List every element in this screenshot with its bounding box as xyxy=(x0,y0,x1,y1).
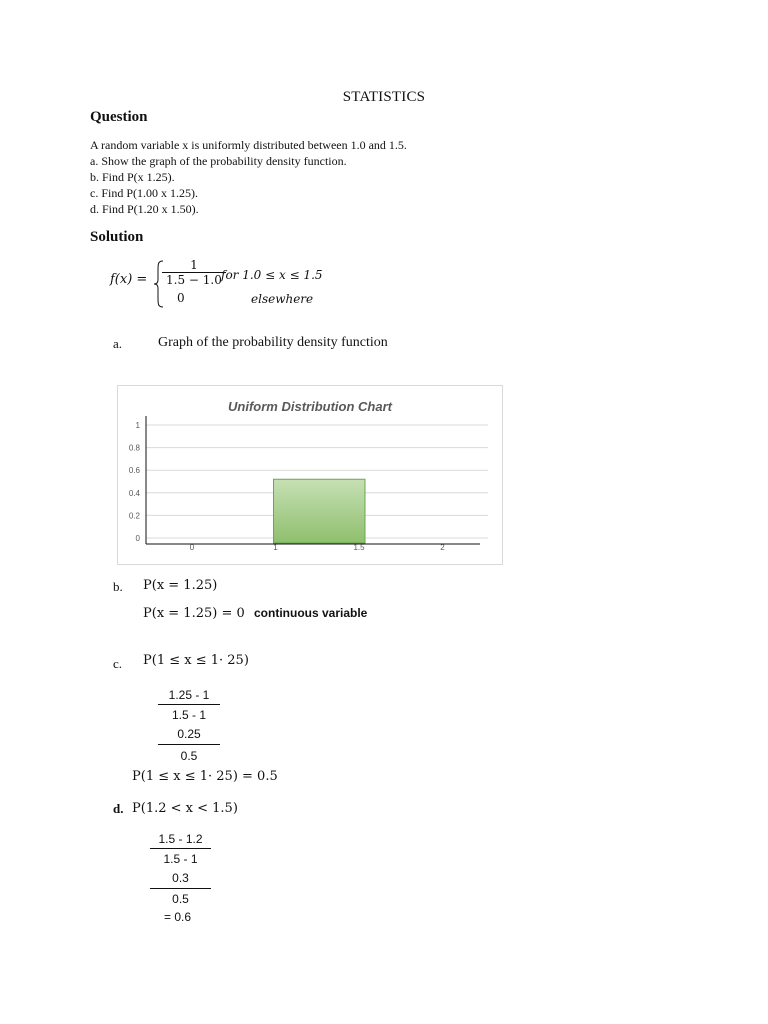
part-b-line-1: P(x = 1.25) xyxy=(143,578,218,593)
chart-canvas xyxy=(118,386,502,564)
pdf-condition-2: elsewhere xyxy=(251,292,314,306)
x-tick-label: 1 xyxy=(273,543,278,552)
chart-title: Uniform Distribution Chart xyxy=(228,399,392,414)
y-tick-label: 0.8 xyxy=(128,443,140,453)
part-c-calculation xyxy=(158,686,220,767)
solution-heading: Solution xyxy=(90,229,144,245)
question-line: a. Show the graph of the probability density function. xyxy=(90,154,347,168)
pdf-fraction-denominator: 1.5 − 1.0 xyxy=(162,272,226,287)
question-line: A random variable x is uniformly distributed between 1.0 and 1.5. xyxy=(90,138,407,152)
pdf-fraction xyxy=(162,258,226,287)
part-d-result: = 0.6 xyxy=(164,910,192,924)
y-tick-label: 0.2 xyxy=(128,511,140,521)
part-c-heading: P(1 ≤ x ≤ 1· 25) xyxy=(143,653,249,668)
part-d-numerator-2: 0.3 xyxy=(172,871,189,885)
question-line: b. Find P(x 1.25). xyxy=(90,170,175,184)
part-d-denominator-1: 1.5 - 1 xyxy=(150,848,211,869)
part-c-numerator-1: 1.25 - 1 xyxy=(168,688,210,702)
x-tick-label: 2 xyxy=(440,543,445,552)
pdf-condition-1: for 1.0 ≤ x ≤ 1.5 xyxy=(221,268,323,282)
x-tick-label: 0 xyxy=(189,543,195,552)
part-d-denominator-2: 0.5 xyxy=(150,888,211,909)
x-tick-label: 1.5 xyxy=(353,543,365,552)
part-a-label: a. xyxy=(113,336,123,351)
y-tick-label: 0 xyxy=(135,534,140,543)
document-title: STATISTICS xyxy=(342,89,426,105)
question-text xyxy=(90,137,407,217)
part-c-label: c. xyxy=(113,656,123,671)
question-line: d. Find P(1.20 x 1.50). xyxy=(90,202,199,216)
part-b-line-2: P(x = 1.25) = 0 xyxy=(143,606,245,621)
pdf-lhs: f(x) = xyxy=(110,272,148,287)
part-b-label: b. xyxy=(113,579,123,594)
part-d-calculation xyxy=(150,830,211,909)
y-tick-label: 0.6 xyxy=(128,466,140,476)
part-d-label: d. xyxy=(113,801,124,816)
part-d-numerator-1: 1.5 - 1.2 xyxy=(158,832,203,846)
part-d-heading: P(1.2 < x < 1.5) xyxy=(132,801,238,816)
question-line: c. Find P(1.00 x 1.25). xyxy=(90,186,198,200)
part-a-text: Graph of the probability density function xyxy=(158,335,388,350)
part-c-result: P(1 ≤ x ≤ 1· 25) = 0.5 xyxy=(132,769,278,784)
chart-bars xyxy=(274,479,366,543)
y-tick-label: 1 xyxy=(135,421,140,430)
part-c-denominator-2: 0.5 xyxy=(158,744,220,767)
part-c-numerator-2: 0.25 xyxy=(177,727,201,741)
pdf-zero: 0 xyxy=(177,291,185,305)
part-c-denominator-1: 1.5 - 1 xyxy=(158,704,220,725)
uniform-distribution-chart xyxy=(117,385,503,565)
y-tick-label: 0.4 xyxy=(128,488,140,498)
pdf-fraction-numerator: 1 xyxy=(190,258,198,272)
uniform-density-bar xyxy=(274,479,366,543)
part-b-note: continuous variable xyxy=(254,606,368,620)
question-heading: Question xyxy=(90,109,148,125)
